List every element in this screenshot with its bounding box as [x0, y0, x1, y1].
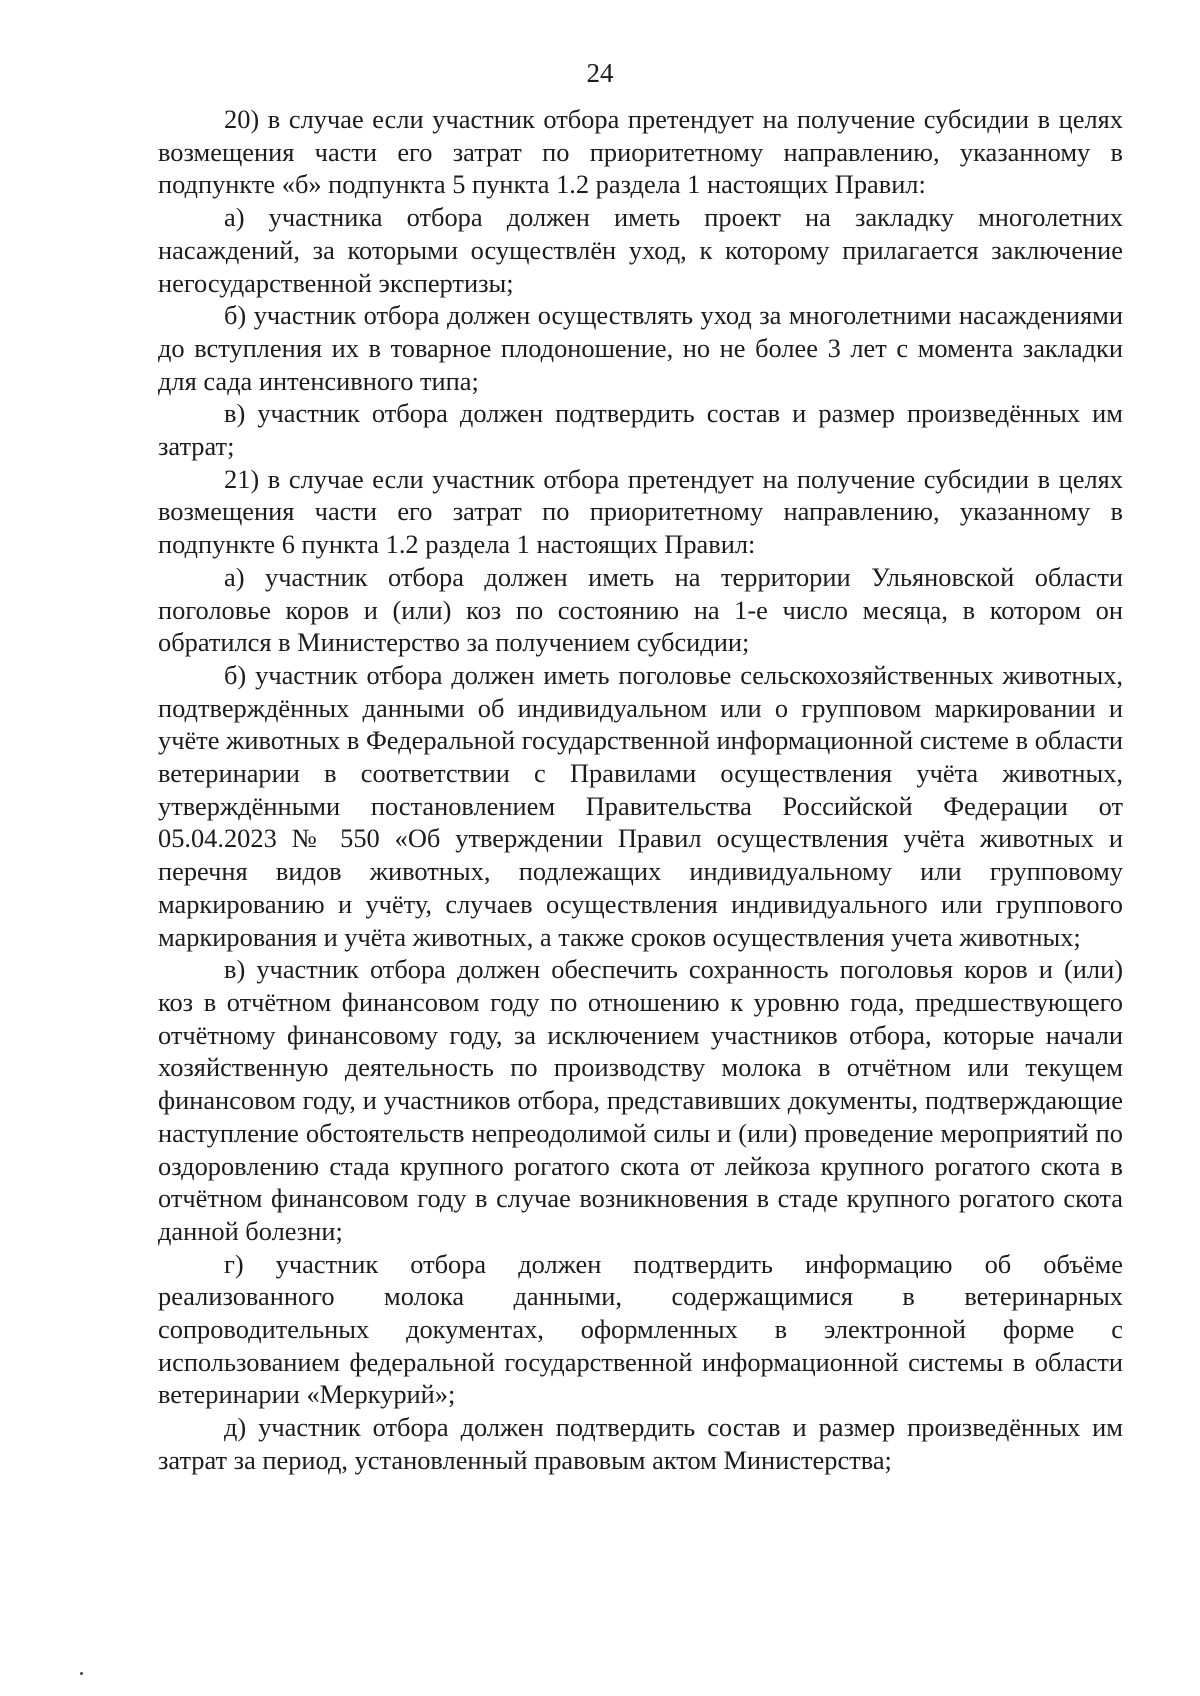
paragraph-item-20-b: б) участник отбора должен осуществлять уход за многолетними насаждениями до вступления их в товарное плодоношение, но не более 3 лет с момента закладки для сада интенсивного типа; — [158, 300, 1123, 396]
paragraph-item-20-a: а) участника отбора должен иметь проект на закладку многолетних насаждений, за которыми осуществлён уход, к которому прилагается заключение негосударственной экспертизы; — [158, 202, 1123, 298]
paragraph-item-21-g: г) участник отбора должен подтвердить информацию об объёме реализованного молока данными, содержащимися в ветеринарных сопроводительных документах, оформленных в электронной форме с использованием федеральной государственной информационной системы в области ветеринарии «Меркурий»; — [158, 1248, 1123, 1410]
paragraph-item-21-d: д) участник отбора должен подтвердить состав и размер произведённых им затрат за период, установленный правовым актом Министерства; — [158, 1412, 1123, 1475]
paragraph-item-20: 20) в случае если участник отбора претендует на получение субсидии в целях возмещения части его затрат по приоритетному направлению, указанному в подпункте «б» подпункта 5 пункта 1.2 раздела 1 настоящих Правил: — [158, 104, 1123, 200]
paragraph-item-21-a: а) участник отбора должен иметь на территории Ульяновской области поголовье коров и (или) коз по состоянию на 1-е число месяца, в котором он обратился в Министерство за получением субсидии; — [158, 561, 1123, 658]
document-body — [158, 103, 1123, 1477]
page-number: 24 — [586, 58, 614, 88]
paragraph-item-21: 21) в случае если участник отбора претендует на получение субсидии в целях возмещения части его затрат по приоритетному направлению, указанному в подпункте 6 пункта 1.2 раздела 1 настоящих Правил: — [158, 463, 1123, 560]
paragraph-item-21-b: б) участник отбора должен иметь поголовье сельскохозяйственных животных, подтверждённых данными об индивидуальном или о групповом маркировании и учёте животных в Федеральной государственной информационной системе в области ветеринарии в соответствии с Правилами осуществления учёта животных, утверждёнными постановлением Правительства Российской Федерации от 05.04.2023 № 550 «Об утверждении Правил осуществления учёта животных и перечня видов животных, подлежащих индивидуальному или групповому маркированию и учёту, случаев осуществления индивидуального или группового маркирования и учёта животных, а также сроков осуществления учета животных; — [158, 659, 1123, 952]
paragraph-item-20-v: в) участник отбора должен подтвердить состав и размер произведённых им затрат; — [158, 398, 1123, 462]
scan-artifact-dot — [80, 1672, 83, 1675]
paragraph-item-21-v: в) участник отбора должен обеспечить сохранность поголовья коров и (или) коз в отчётном финансовом году по отношению к уровню года, предшествующего отчётному финансовому году, за исключением участников отбора, которые начали хозяйственную деятельность по производству молока в отчётном или текущем финансовом году, и участников отбора, представивших документы, подтверждающие наступление обстоятельств непреодолимой силы и (или) проведение мероприятий по оздоровлению стада крупного рогатого скота от лейкоза крупного рогатого скота в отчётном финансовом году в случае возникновения в стаде крупного рогатого скота данной болезни; — [158, 954, 1123, 1246]
